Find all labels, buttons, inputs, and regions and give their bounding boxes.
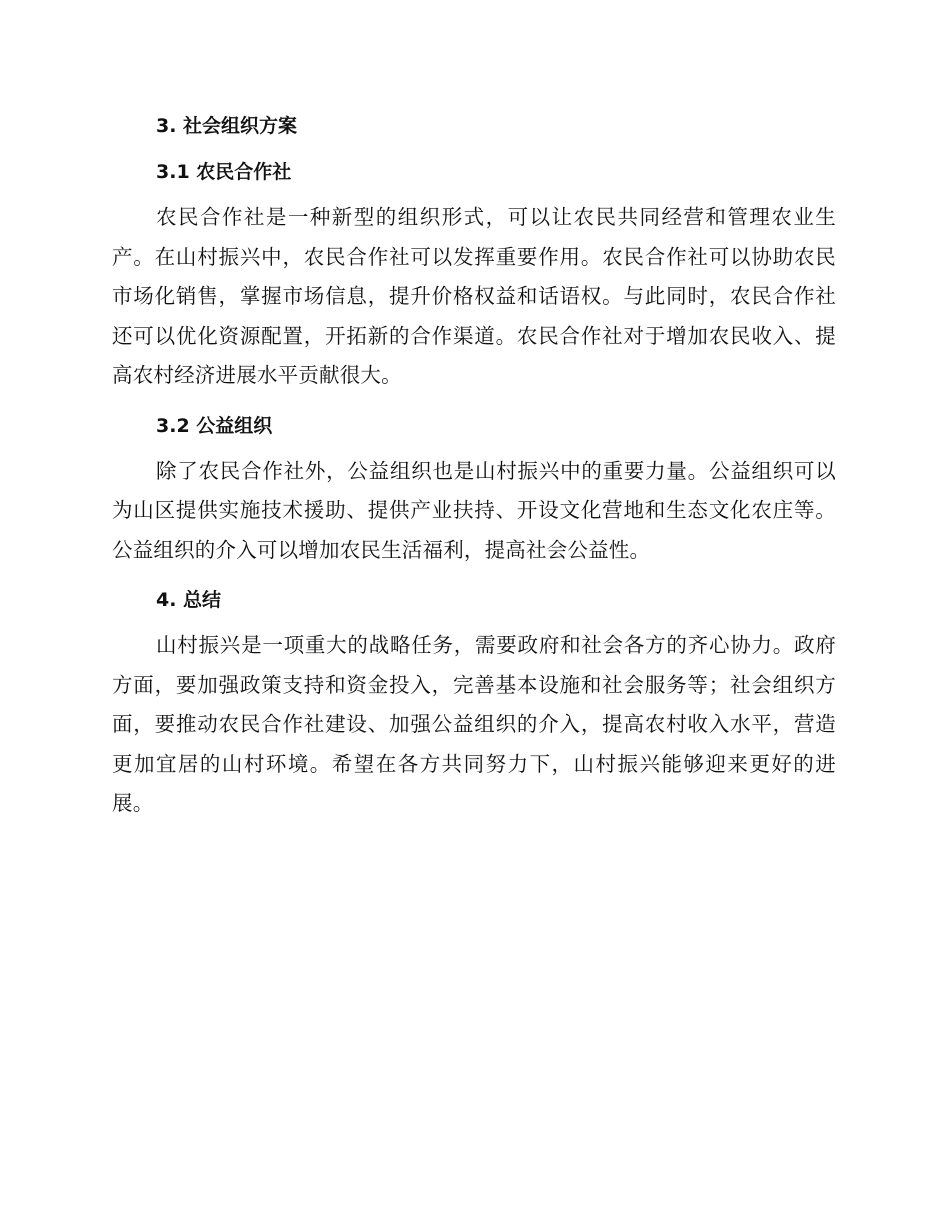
section-3-1-paragraph: 农民合作社是一种新型的组织形式，可以让农民共同经营和管理农业生产。在山村振兴中，农民合作社可以发挥重要作用。农民合作社可以协助农民市场化销售，掌握市场信息，提升价格权益和话语权。与此同时，农民合作社还可以优化资源配置，开拓新的合作渠道。农民合作社对于增加农民收入、提高农村经济进展水平贡献很大。	[112, 205, 836, 387]
section-4-heading: 4. 总结	[156, 589, 222, 611]
section-3-heading: 3. 社会组织方案	[156, 115, 298, 137]
section-3-1-heading: 3.1 农民合作社	[156, 161, 292, 183]
section-3-2-paragraph: 除了农民合作社外，公益组织也是山村振兴中的重要力量。公益组织可以为山区提供实施技术援助、提供产业扶持、开设文化营地和生态文化农庄等。公益组织的介入可以增加农民生活福利，提高社会公益性。	[112, 458, 836, 562]
document-body	[112, 106, 836, 824]
section-3-2-heading: 3.2 公益组织	[156, 414, 273, 437]
section-4-paragraph: 山村振兴是一项重大的战略任务，需要政府和社会各方的齐心协力。政府方面，要加强政策支持和资金投入，完善基本设施和社会服务等；社会组织方面，要推动农民合作社建设、加强公益组织的介入，提高农村收入水平，营造更加宜居的山村环境。希望在各方共同努力下，山村振兴能够迎来更好的进展。	[112, 633, 836, 815]
